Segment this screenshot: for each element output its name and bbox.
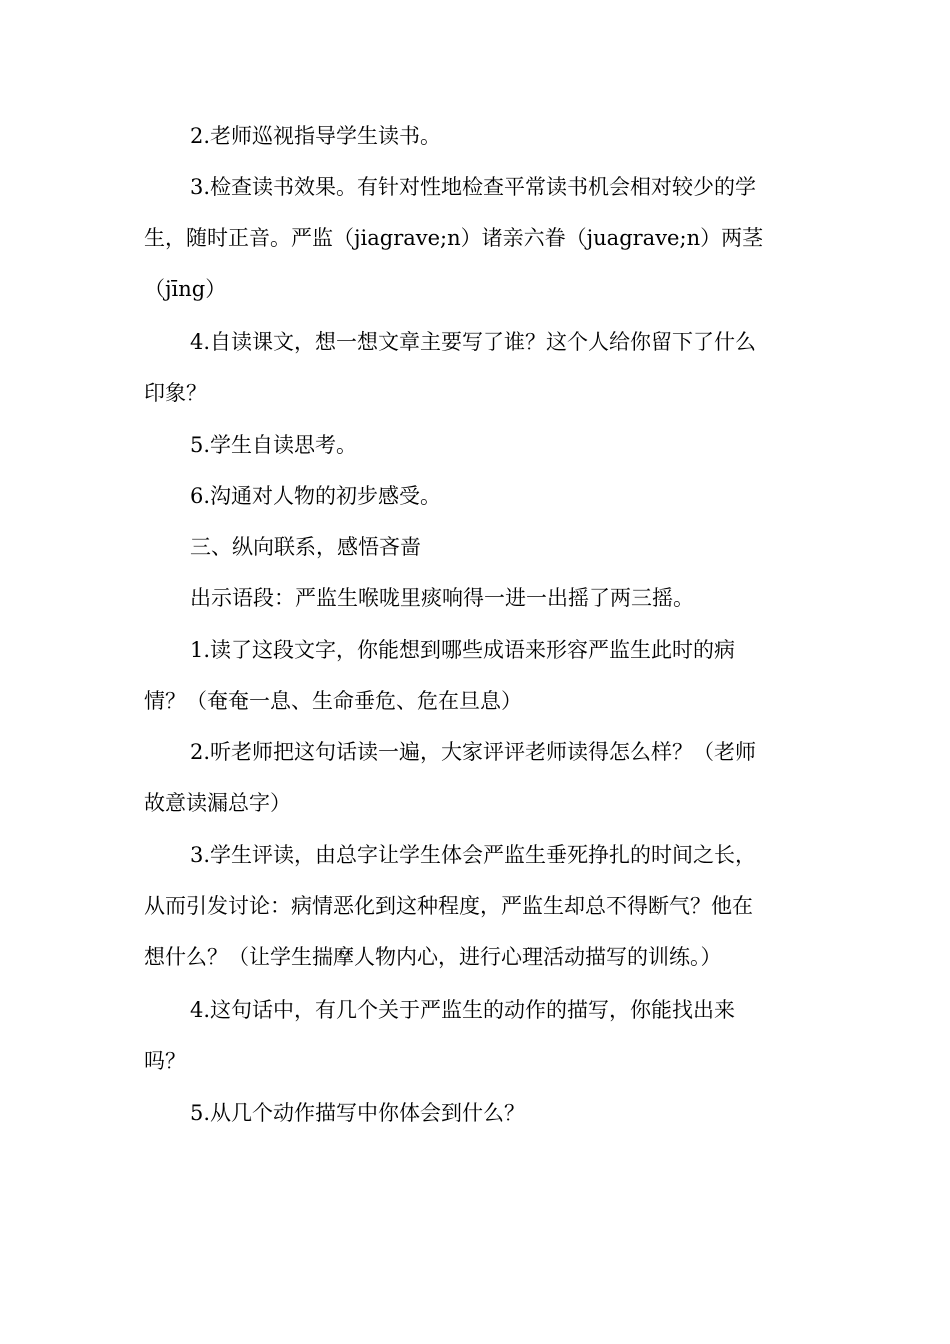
text-line: 出示语段：严监生喉咙里痰响得一进一出摇了两三摇。 [190,586,694,610]
paragraph-student-thinking [144,420,804,471]
paragraph-check-reading [144,162,804,315]
text-line: 情？（奄奄一息、生命垂危、危在旦息） [144,689,522,713]
text-line: 3.学生评读，由总字让学生体会严监生垂死挣扎的时间之长， [190,843,757,867]
paragraph-student-evaluation [144,830,804,983]
paragraph-action-description [144,985,804,1087]
text-line: 6.沟通对人物的初步感受。 [190,484,442,508]
text-line: 印象？ [144,381,207,405]
text-line: 4.自读课文，想一想文章主要写了谁？这个人给你留下了什么 [190,330,757,354]
paragraph-excerpt [144,573,804,624]
text-line: 故意读漏总字） [144,791,291,815]
text-line: 1.读了这段文字，你能想到哪些成语来形容严监生此时的病 [190,638,736,662]
paragraph-self-reading [144,317,804,419]
text-line: 吗？ [144,1049,186,1073]
text-line: 5.学生自读思考。 [190,433,358,457]
text-line: 想什么？（让学生揣摩人物内心，进行心理活动描写的训练。） [144,945,722,969]
text-line: 三、纵向联系，感悟吝啬 [190,535,421,559]
text-line: 2.听老师把这句话读一遍，大家评评老师读得怎么样？（老师 [190,740,757,764]
paragraph-teacher-guidance [144,111,804,162]
text-line: 5.从几个动作描写中你体会到什么？ [190,1101,526,1125]
text-line: 从而引发讨论：病情恶化到这种程度，严监生却总不得断气？他在 [144,894,753,918]
text-line: 4.这句话中，有几个关于严监生的动作的描写，你能找出来 [190,998,736,1022]
paragraph-share-feelings [144,471,804,522]
text-line: 生，随时正音。严监（jiagrave;n）诸亲六眷（juagrave;n）两茎 [144,226,764,250]
section-heading [144,522,804,573]
paragraph-action-reflection [144,1088,804,1139]
text-line: 3.检查读书效果。有针对性地检查平常读书机会相对较少的学 [190,175,757,199]
text-line: （jīng） [144,277,227,301]
paragraph-teacher-reading [144,727,804,829]
paragraph-question-idioms [144,625,804,727]
text-line: 2.老师巡视指导学生读书。 [190,124,442,148]
